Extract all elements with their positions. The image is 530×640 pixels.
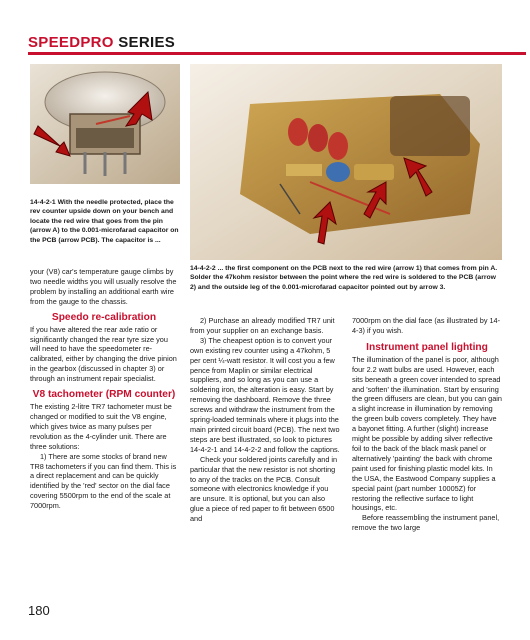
series-label: SPEEDPRO xyxy=(28,34,114,51)
col2-solution-2: 2) Purchase an already modified TR7 unit from your supplier on an exchange basis. xyxy=(190,316,335,335)
photo-pcb xyxy=(190,64,502,260)
column-1 xyxy=(30,267,178,511)
heading-v8-tachometer: V8 tachometer (RPM counter) xyxy=(32,389,176,401)
column-3 xyxy=(352,316,502,533)
col1-speedo-paragraph: If you have altered the rear axle ratio or significantly changed the rear tyre size you will need to have the speedometer re-calibrated, either by changing the drive pinion in the gearbox (discussed in chapter 3) or through an instrument repair specialist. xyxy=(30,324,177,384)
caption-14-4-2-2: 14-4-2-2 ... the first component on the PCB next to the red wire (arrow 1) that comes from pin A. Solder the 47kohm resistor between the point where the red wire is soldered to the PCB (arrow 2) and the outside leg of the 0.001-microfarad capacitor pointed out by arrow 3. xyxy=(190,265,498,291)
series-suffix: SERIES xyxy=(118,34,176,51)
photo-rev-counter xyxy=(30,64,180,184)
col3-reassembling: Before reassembling the instrument panel, remove the two large xyxy=(352,513,500,533)
col2-check-joints: Check your soldered joints carefully and in particular that the new resistor is not shorting to any of the tracks on the PCB. Consult someone with electronics knowledge if you are unsure. It is optional, but you can also glue a piece of red paper to fit between 6500 and xyxy=(190,454,338,524)
column-2 xyxy=(190,316,340,524)
col3-intro: 7000rpm on the dial face (as illustrated by 14-4-3) if you wish. xyxy=(352,316,501,335)
page-number: 180 xyxy=(28,603,50,618)
col2-solution-3: 3) The cheapest option is to convert your own existing rev counter using a 47kohm, 5 per cent ¼-watt resistor. It will cost you a few pence from Maplin or similar electrical suppliers, and so long as you can use a soldering iron, the alteration is easy. Start by removing the dashboard. Remove the three screws and withdraw the instrument from the spring-loaded terminals where it plugs into the main printed circuit board (PCB). The next two steps are best illustrated, so look to pictures 14-4-2-1 and 14-4-2-2 and follow the captions. xyxy=(190,335,340,454)
heading-speedo-recalibration: Speedo re-calibration xyxy=(51,311,157,323)
caption-14-4-2-1: 14-4-2-1 With the needle protected, place the rev counter upside down on your bench and locate the red wire that goes from the pin (arrow A) to the 0.001-microfarad capacitor on the PCB (arrow PCB). The capacitor is ... xyxy=(30,199,179,244)
header-rule xyxy=(28,52,526,55)
col1-intro: your (V8) car's temperature gauge climbs by two needle widths you will usually resolve the problem by installing an additional earth wire from the gauge to the chassis. xyxy=(30,267,177,306)
series-header xyxy=(28,34,175,51)
heading-instrument-panel-lighting: Instrument panel lighting xyxy=(366,341,488,353)
col1-tach-paragraph: The existing 2-litre TR7 tachometer must be changed or modified to suit the V8 engine, which gives twice as many pulses per revolution as the 4-cylinder unit. There are three solutions: xyxy=(30,402,172,451)
col1-solution-1: 1) There are some stocks of brand new TR8 tachometers if you can find them. This is a direct replacement and can be quickly identified by the 'red' sector on the dial face covering 5500rpm to the end of the scale at 7000rpm. xyxy=(30,451,177,511)
col3-lighting-paragraph: The illumination of the panel is poor, although four 2.2 watt bulbs are used. However, each sits beneath a green cover intended to spread and 'soften' the illumination. Start by ensuring the green diffusers are clean, but you can gain a slight increase in illumination by removing the green bulb covers completely. They have a bayonet fitting. A further (slight) increase might be possible by adding silver reflective foil to the back of the black mask panel or alternatively 'painting' the back with chrome paint used for finishing plastic model kits. In the USA, the Eastwood Company supplies a special paint (part number 10005Z) for restoring the reflective surface to light housings, etc. xyxy=(352,354,502,513)
